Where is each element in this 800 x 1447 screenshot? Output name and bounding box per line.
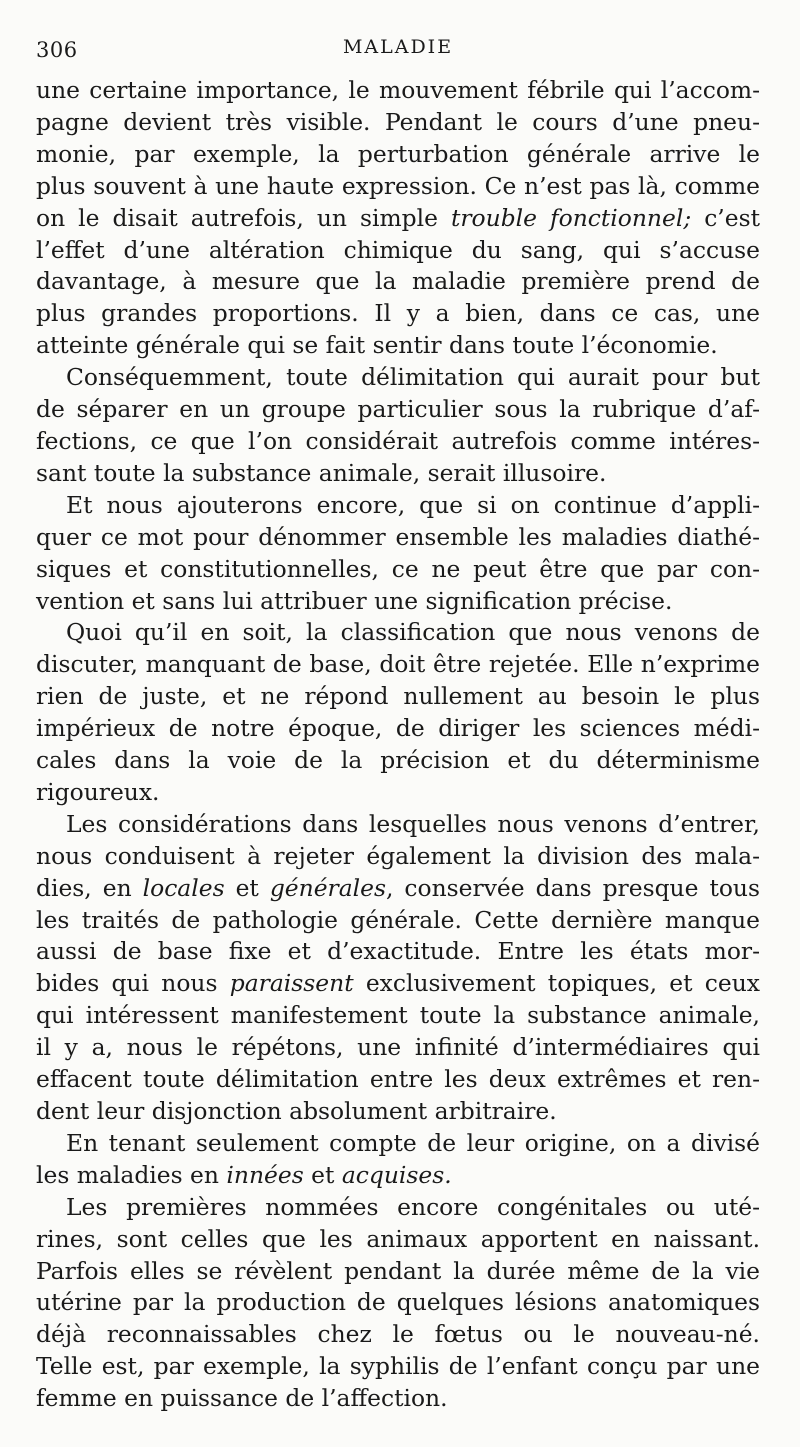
text-run: l’effet d’une altération chimique du sang, qui s’accuse xyxy=(36,235,760,264)
running-head xyxy=(36,30,760,62)
text-line xyxy=(36,1287,760,1319)
text-run: Les considérations dans lesquelles nous venons d’entrer, xyxy=(66,809,760,838)
text-run: les maladies en xyxy=(36,1160,227,1189)
paragraph xyxy=(36,1192,760,1415)
text-run: rigoureux. xyxy=(36,777,160,806)
text-line xyxy=(36,681,760,713)
text-line xyxy=(36,1224,760,1256)
text-line xyxy=(36,554,760,586)
text-run: on le disait autrefois, un simple xyxy=(36,203,451,232)
text-run: et xyxy=(224,873,270,902)
text-line xyxy=(36,745,760,777)
page-number: 306 xyxy=(36,38,78,62)
running-title: MALADIE xyxy=(342,36,454,58)
text-line xyxy=(36,235,760,267)
text-line xyxy=(36,171,760,203)
italic-text: locales xyxy=(142,873,225,902)
text-run: aussi de base fixe et d’exactitude. Entre les états mor- xyxy=(36,937,760,966)
text-line xyxy=(36,968,760,1000)
text-run: Conséquemment, toute délimitation qui aurait pour but xyxy=(66,363,760,392)
text-line xyxy=(36,1128,760,1160)
text-run: rines, sont celles que les animaux apportent en naissant. xyxy=(36,1224,760,1253)
text-run: de séparer en un groupe particulier sous la rubrique d’af- xyxy=(36,395,760,424)
italic-text: trouble fonctionnel; xyxy=(450,203,692,232)
text-run: une certaine importance, le mouvement fébrile qui l’accom- xyxy=(36,76,760,104)
text-run: En tenant seulement compte de leur origine, on a divisé xyxy=(66,1128,760,1157)
italic-text: acquises. xyxy=(341,1160,452,1189)
text-line xyxy=(36,426,760,458)
text-run: déjà reconnaissables chez le fœtus ou le nouveau-né. xyxy=(36,1320,760,1349)
text-run: dies, en xyxy=(36,873,143,902)
text-line xyxy=(36,905,760,937)
text-line xyxy=(36,330,760,362)
text-run: exclusivement topiques, et ceux xyxy=(353,969,760,998)
text-line xyxy=(36,266,760,298)
text-run: Et nous ajouterons encore, que si on continue d’appli- xyxy=(66,490,760,519)
text-line xyxy=(36,1032,760,1064)
text-run: nous conduisent à rejeter également la division des mala- xyxy=(36,841,760,870)
text-line xyxy=(36,1160,760,1192)
text-run: pagne devient très visible. Pendant le cours d’une pneu- xyxy=(36,107,760,136)
text-run: atteinte générale qui se fait sentir dans toute l’économie. xyxy=(36,331,718,360)
text-line xyxy=(36,1192,760,1224)
text-line xyxy=(36,203,760,235)
text-run: effacent toute délimitation entre les deux extrêmes et ren- xyxy=(36,1065,760,1094)
text-line xyxy=(36,1000,760,1032)
paragraph xyxy=(36,362,760,490)
italic-text: paraissent xyxy=(229,969,354,998)
paragraph xyxy=(36,75,760,362)
text-line xyxy=(36,777,760,809)
text-run: utérine par la production de quelques lésions anatomiques xyxy=(36,1288,760,1317)
text-run: bides qui nous xyxy=(36,969,230,998)
paragraph xyxy=(36,490,760,618)
text-run: c’est xyxy=(691,203,760,232)
text-line xyxy=(36,1256,760,1288)
text-line xyxy=(36,139,760,171)
text-line xyxy=(36,1064,760,1096)
text-line xyxy=(36,713,760,745)
text-line xyxy=(36,298,760,330)
text-run: plus souvent à une haute expression. Ce n’est pas là, comme xyxy=(36,171,760,200)
text-run: rien de juste, et ne répond nullement au besoin le plus xyxy=(36,682,760,711)
text-line xyxy=(36,1096,760,1128)
body-text xyxy=(36,75,760,1415)
text-line xyxy=(36,586,760,618)
text-run: femme en puissance de l’affection. xyxy=(36,1384,448,1413)
text-run: Les premières nommées encore congénitales ou uté- xyxy=(66,1192,760,1221)
text-run: monie, par exemple, la perturbation générale arrive le xyxy=(36,139,760,168)
text-run: plus grandes proportions. Il y a bien, dans ce cas, une xyxy=(36,299,760,328)
paragraph xyxy=(36,1128,760,1192)
italic-text: innées xyxy=(226,1160,304,1189)
italic-text: générales xyxy=(269,873,386,902)
text-line xyxy=(36,873,760,905)
text-run: siques et constitutionnelles, ce ne peut être que par con- xyxy=(36,554,760,583)
text-run: fections, ce que l’on considérait autrefois comme intéres- xyxy=(36,426,760,455)
text-line xyxy=(36,75,760,107)
text-run: impérieux de notre époque, de diriger les sciences médi- xyxy=(36,714,760,743)
text-line xyxy=(36,490,760,522)
text-line xyxy=(36,522,760,554)
text-run: et xyxy=(303,1160,342,1189)
text-run: qui intéressent manifestement toute la substance animale, xyxy=(36,1001,760,1030)
paragraph xyxy=(36,809,760,1128)
text-line xyxy=(36,394,760,426)
text-line xyxy=(36,617,760,649)
text-line xyxy=(36,809,760,841)
text-line xyxy=(36,107,760,139)
text-run: Telle est, par exemple, la syphilis de l’enfant conçu par une xyxy=(36,1352,760,1381)
text-line xyxy=(36,841,760,873)
text-run: sant toute la substance animale, serait illusoire. xyxy=(36,458,607,487)
text-run: il y a, nous le répétons, une infinité d’intermédiaires qui xyxy=(36,1033,760,1062)
text-run: cales dans la voie de la précision et du déterminisme xyxy=(36,746,760,775)
text-line xyxy=(36,1351,760,1383)
text-line xyxy=(36,458,760,490)
text-run: les traités de pathologie générale. Cette dernière manque xyxy=(36,905,760,934)
text-run: quer ce mot pour dénommer ensemble les maladies diathé- xyxy=(36,522,760,551)
text-run: dent leur disjonction absolument arbitraire. xyxy=(36,1097,557,1125)
paragraph xyxy=(36,617,760,808)
text-line xyxy=(36,1383,760,1415)
text-run: Parfois elles se révèlent pendant la durée même de la vie xyxy=(36,1256,760,1285)
text-line xyxy=(36,1319,760,1351)
text-line xyxy=(36,649,760,681)
text-run: Quoi qu’il en soit, la classification que nous venons de xyxy=(66,618,760,647)
text-line xyxy=(36,936,760,968)
text-run: , conservée dans presque tous xyxy=(386,873,760,902)
text-run: davantage, à mesure que la maladie première prend de xyxy=(36,267,760,296)
text-line xyxy=(36,362,760,394)
text-run: vention et sans lui attribuer une signification précise. xyxy=(36,586,673,615)
text-run: discuter, manquant de base, doit être rejetée. Elle n’exprime xyxy=(36,650,760,679)
